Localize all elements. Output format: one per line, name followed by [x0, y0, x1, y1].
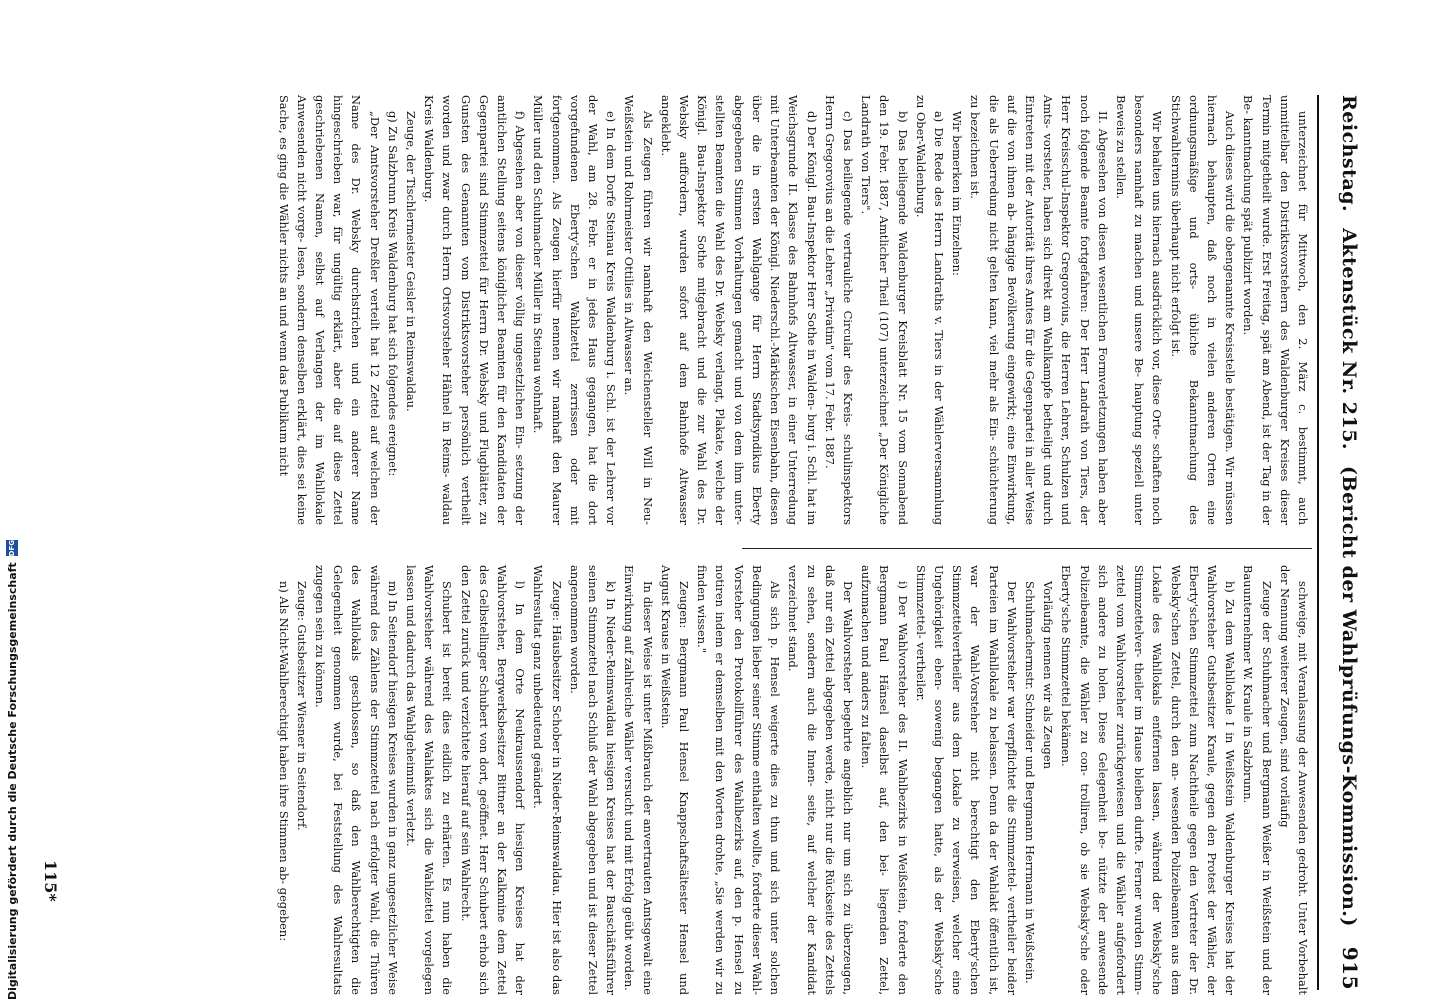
paragraph: II. Abgesehen von diesen wesentlichen Formverletzungen haben aber noch folgende Beamte fortgefahren: Der Herr Landrath von Tiers, der Herr Kreisschul-Inspektor Gregorovius, die Herren Lehrer, Schulzen und Amts- vorsteher, haben sich direkt am Wahlkampfe betheiligt und durch Eintreten mit der Autorität ihres Amtes für die Gegenpartei in aller Weise auf die von ihnen ab- hängige Bevölkerung eingewirkt; eine Einwirkung, die als Ueberredung nicht gelten kann, viel mehr als Ein- schüchterung zu bezeichnen ist. — [968, 95, 1110, 525]
paragraph: l) In dem Orte Neukraussendorf hiesigen Kreises hat der Wahlvorsteher, Bergwerksbesitzer Bittner an der Kalkmine dem Zettel des Gelbstellinger Schubert von dort, geöffnet. Herr Schubert erhob sich den Zettel zurück und verzichtete hierauf auf sein Wahlrecht. — [458, 565, 528, 995]
page-number: 915 — [1338, 946, 1362, 990]
paragraph: Zeuge der Schuhmacher und Bergmann Weißer in Weißstein und der Bauunternehmer W. Kraule in Salzbrunn. — [1241, 565, 1274, 995]
header-rule — [1317, 95, 1319, 990]
paragraph: Der Wahlvorsteher war verpflichtet die Stimmzettel- vertheiler beider Parteien im Wahllokale zu belassen. Denn da der Wahlakt öffentlich ist, war der Wahl-Vorsteher nicht berechtigt den Eberty'schen Stimmzettelvertheiler aus dem Lokale zu verweisen, welcher eine Ungehörigkeit eben- sowenig begangen hatte, als der Websky'sche Stimmzettel- vertheiler. — [913, 565, 1019, 995]
header-right: (Bericht der Wahlprüfungs-Kommission.) — [1338, 466, 1360, 927]
header-left: Reichstag. — [1338, 95, 1360, 213]
paragraph: g) Zu Salzbrunn Kreis Waldenburg hat sich folgendes ereignet: — [385, 111, 400, 477]
paragraph: i) Der Wahlvorsteher des II. Wahlbezirks in Weißstein, forderte den Bergmann Paul Hänsel daselbst auf, den bei- liegenden Zettel, aufzumachen und anders zu falten. — [859, 565, 910, 995]
paragraph: Zeuge: Gutsbesitzer Wiesner in Seitendorf. — [294, 581, 309, 831]
paragraph: Zeuge, der Tischlermeister Geisler in Reimswaldau. — [404, 111, 419, 412]
footnote-text: Digitalisierung gefördert durch die Deutsche Forschungsgemeinschaft — [5, 562, 19, 1000]
header-mid: Aktenstück Nr. 215. — [1338, 228, 1360, 451]
paragraph: k) In Nieder-Reimswaldau hiesigen Kreises hat der Bauschäftsführer seinen Stimmzettel nach Schluß der Wahl abgegeben und ist dieser Zettel angenommen worden. — [567, 565, 619, 995]
paragraph: Als sich p. Hensel weigerte dies zu thun und sich unter solchen Bedingungen lieber seiner Stimme enthalten wollte, forderte dieser Wahl-Vorsteher den Protokollführer des Wahlbezirks auf, den p. Hensel zu notiren indem er demselben mit den Worten drohte, „Sie werden wir zu finden wissen." — [695, 565, 783, 995]
paragraph: Zeugen: Bergmann Paul Hensel Knappschaftsältester Hensel und August Krause in Weißstein. — [658, 565, 692, 995]
paragraph: unterzeichnet für Mittwoch, den 2. März c. bestimmt, auch unmittelbar den Distriktsvorstehern des Waldenburger Kreises dieser Termin mitgetheilt wurde. Erst Freitag, spät am Abend, ist der Tag in der Be- kanntmachung spät publizirt worden. — [1241, 95, 1310, 525]
paragraph: b) Das beiliegende Waldenburger Kreisblatt Nr. 15 vom Sonnabend den 19. Febr. 1887, Amtlicher Theil (107) unterzeichnet „Der Königliche Landrath von Tiers". — [859, 95, 910, 525]
paragraph: f) Abgesehen aber von dieser völlig ungesetzlichen Ein- setzung der amtlichen Stellung seitens königlicher Beamten für den Kandidaten der Gegenpartei sind Stimmzettel für Herrn Dr. Websky und Flugblätter, zu Gunsten des Genannten vom Distriktsvorsteher persönlich vertheilt worden und zwar durch Herrn Ortsvorsteher Hähnel in Reims- waldau Kreis Waldenburg. — [422, 95, 528, 525]
paragraph: Als Zeugen führen wir namhaft den Weichensteller Will in Neu-Weißstein und Rohrmeister Ottilies in Altwasser an. — [622, 95, 655, 525]
left-column — [276, 95, 1312, 525]
sheet-signature: 115* — [41, 860, 60, 902]
paragraph: c) Das beiliegende vertrauliche Circular des Kreis- schulinspektors Herrn Gregorovius an die Lehrer „Privatim" vom 17. Febr. 1887. — [822, 95, 855, 525]
paragraph: In dieser Weise ist unter Mißbrauch der anvertrauten Amtsgewalt eine Einwirkung auf zahlreiche Wähler versucht und mit Erfolg geübt worden. — [622, 565, 655, 995]
dfg-logo: DFG — [8, 539, 16, 557]
paragraph: n) Als Nicht-Wahlberechtigt haben ihre Stimmen ab- gegeben: — [276, 581, 291, 942]
paragraph: „Der Amtsvorsteher Dreßler verteilt hat 12 Zettel auf welchen der Name des Dr. Websky durchstrichen und ein anderer Name hingeschrieben war, für ungültig erklärt, aber die auf diese Zettel geschriebenen Namen, selbst auf Verlangen der im Wahllokale Anwesenden nicht vorge- lesen, sondern denselben erklärt, dies sei keine Sache, es ging die Wähler nichts an und wenn das Publikum nicht — [276, 95, 382, 525]
digitization-footnote — [4, 0, 20, 1000]
paragraph: h) Zu dem Wahllokale I in Weißstein Waldenburger Kreises hat der Wahlvorsteher Gutsbesitzer Kraule, gegen den Protest der Wähler, der Eberty'schen Stimmzettel zum Nachtheile gegen den Vertreter der Dr. Websky'schen Zettel, durch den an- wesenden Polizeibeamten aus dem Lokale des Wahllokals entfernen lassen, während der Websky'sche Stimmzettelver- theiler im Hause bleiben durfte. Ferner wurden Stimm- zettel vom Wahlvorsteher zurückgewiesen und die Wähler aufgefordert sich andere zu holen. Diese Gelegenheit be- nützte der anwesende Polizeibeamte, die Wähler zu con- trolliren, ob sie Websky'sche oder Eberty'sche Stimmzettel bekämen. — [1059, 565, 1238, 995]
paragraph: Wir bemerken im Einzelnen: — [950, 111, 965, 276]
right-column — [276, 565, 1312, 995]
paragraph: Auch dieses wird die obengenannte Kreisstelle bestätigen. Wir müssen hiernach behaupten, daß noch in vielen anderen Orten eine ordnungsmäßige und orts- übliche Bekanntmachung des Stichwahltermins überhaupt nicht erfolgt ist. — [1168, 95, 1238, 525]
paragraph: schweige, mit Veranlassung der Anwesenden gedroht. Unter Vorbehalt der Nennung weiterer Zeugen, sind vorläufig — [1277, 565, 1310, 995]
paragraph: Schuhmachermstr. Schneider und Bergmann Herrmann in Weißstein. — [1022, 581, 1037, 984]
page-header — [1322, 95, 1362, 990]
paragraph: Schubert ist bereit dies eidlich zu erhärten. Es nun haben die Wahlvorsteher während des Wahlaktes sich die Wahlzettel vorgelegen lassen und dadurch das Wahlgeheimniß verletzt. — [404, 565, 455, 995]
paragraph: Vorläufig nennen wir als Zeugen — [1041, 581, 1056, 769]
paragraph: e) In dem Dorfe Steinau Kreis Waldenburg i. Schl. ist der Lehrer vor der Wahl, am 28. Febr. er in jedes Haus gegangen, hat die dort vorgefundenen Eberty'schen Wahlzettel zerrissen oder mit fortgenommen. Als Zeugen hierfür nennen wir namhaft den Maurer Müller und den Schuhmacher Müller in Steinau wohnhaft. — [531, 95, 619, 525]
paragraph: m) In Seitendorf hiesigen Kreises wurden in ganz ungesetzlicher Weise während des Zählens der Stimmzettel nach erfolgter Wahl, die Thüren des Wahllokals geschlossen, so daß den Wahlberechtigten die Gelegenheit genommen wurde, bei Feststellung des Wahlresultats zugegen sein zu können. — [313, 565, 400, 995]
paragraph: Der Wahlvorsteher begehrte angeblich nur um sich zu überzeugen, daß nur ein Zettel abgegeben werde, nicht nur die Rückseite des Zettels zu sehen, sondern auch die Innen- seite, auf welcher der Kandidat verzeichnet stand. — [786, 565, 855, 995]
paragraph: Zeuge: Häusbesitzer Schober in Nieder-Reimswaldau. Hier ist also das Wahlresultat ganz unbedeutend geändert. — [531, 565, 564, 995]
paragraph: a) Die Rede des Herrn Landraths v. Tiers in der Wählerversammlung zu Ober-Waldenburg. — [913, 95, 946, 525]
paragraph: Wir behalten uns hiernach ausdrücklich vor, diese Orte- schaften noch besonders namhaft zu machen und unsere Be- hauptung speziell unter Beweis zu stellen. — [1113, 95, 1165, 525]
paragraph: d) Der Königl. Bau-Inspektor Herr Sothe in Walden- burg i. Schl. hat im Weichsgrunde II. Klasse des Bahnhofs Altwasser, in einer Unterredung mit Unterbeamten der Königl. Niederschl.-Märkischen Eisenbahn, diesen über die in ersten Wahlgange für Herrn Stadtsyndikus Eberty abgegebenen Stimmen Vorhaltungen gemacht und von dem ihm unter- stellten Beamten die Wahl des Dr. Websky verlangt, Plakate, welche der Königl. Bau-Inspektor Sothe mitgebracht und die zur Wahl des Dr. Websky auffordern, wurden sofort auf dem Bahnhofe Altwasser angeklebt. — [658, 95, 819, 525]
column-divider — [742, 548, 1312, 549]
